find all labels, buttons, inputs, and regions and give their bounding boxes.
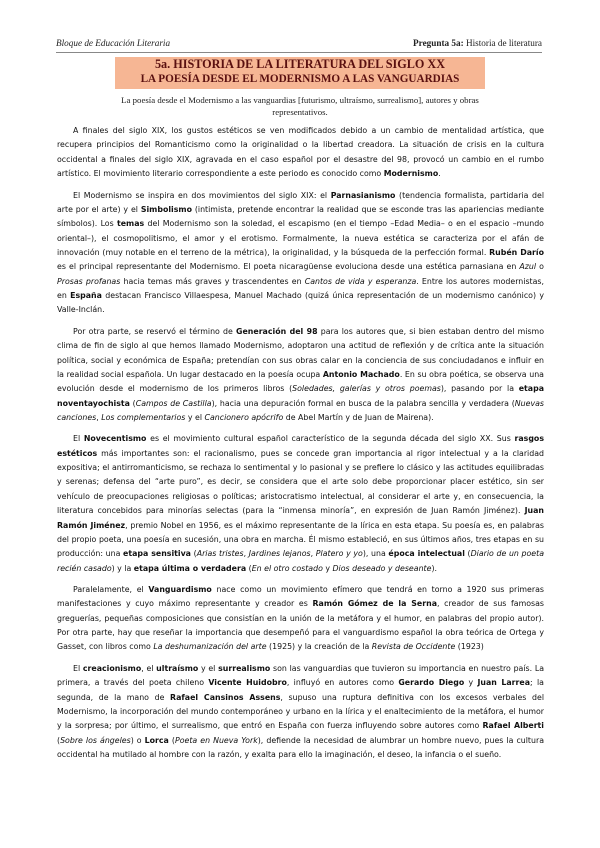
bold-text: Gerardo Diego bbox=[398, 678, 465, 688]
italic-title: Los complementarios bbox=[101, 412, 186, 422]
body-paragraph bbox=[57, 189, 544, 318]
text-run: del Modernismo son la soledad, el escapismo (en el tiempo –Edad Media– o en el espacio –mundo oriental–), el cosmopolitismo, el amor y el erotismo. Formalmente, la nueva estética se caracteriza por el afán de innovación (muy notable en el terreno de la métrica), la originalidad, y la búsqueda de la perfección formal. bbox=[57, 219, 544, 257]
text-run: ( bbox=[168, 735, 175, 745]
bold-text: Simbolismo bbox=[140, 204, 192, 214]
text-run: (1925) y la creación de la bbox=[266, 642, 372, 652]
body-paragraph bbox=[57, 662, 544, 762]
text-run: y bbox=[322, 563, 333, 573]
bold-text: surrealismo bbox=[218, 663, 271, 673]
bold-text: temas bbox=[116, 219, 145, 229]
italic-title: Prosas profanas bbox=[57, 276, 121, 286]
bold-text: Juan Ramón Jiménez bbox=[57, 506, 544, 530]
text-run: Paralelamente, el bbox=[73, 585, 149, 595]
italic-title: Revista de Occidente bbox=[371, 642, 456, 652]
text-run: hacia temas más graves y trascendentes en bbox=[120, 276, 305, 286]
body-paragraph bbox=[57, 583, 544, 655]
bold-text: Rafael Alberti bbox=[482, 721, 544, 731]
header-question bbox=[413, 38, 542, 48]
italic-title: La deshumanización del arte bbox=[153, 642, 267, 652]
text-run: , bbox=[310, 549, 316, 559]
page-title: 5a. HISTORIA DE LA LITERATURA DEL SIGLO XX bbox=[154, 57, 446, 71]
bold-text: Vicente Huidobro bbox=[208, 678, 287, 688]
text-run: A finales del siglo XIX, los gustos estéticos se ven modificados debido a un cambio de mentalidad artística, que recupera principios del Romanticismo como la originalidad o la libertad creadora. La situación de crisis en la cultura occidental a finales del siglo XIX, agravada en el caso español por el desastre del 98, provocó un cambio en el rumbo artístico. El movimiento literario correspondiente a este periodo es conocido como bbox=[57, 126, 544, 179]
text-run: Por otra parte, se reservó el término de bbox=[73, 326, 237, 336]
italic-title: Nuevas canciones bbox=[57, 398, 544, 422]
bold-text: etapa sensitiva bbox=[123, 549, 191, 559]
body-paragraph bbox=[57, 325, 544, 425]
italic-title: Soledades, galerías y otros poemas bbox=[292, 384, 441, 394]
italic-title: Arias tristes bbox=[196, 549, 244, 559]
italic-title: Dios deseado y deseante bbox=[332, 563, 432, 573]
bold-text: Antonio Machado bbox=[322, 369, 400, 379]
bold-text: creacionismo bbox=[82, 663, 142, 673]
text-run: , bbox=[243, 549, 249, 559]
text-run: y el bbox=[185, 412, 205, 422]
bold-text: Ramón Gómez de la Serna bbox=[312, 599, 437, 609]
header-divider bbox=[56, 52, 542, 53]
text-run: ). bbox=[431, 563, 438, 573]
italic-title: Campos de Castilla bbox=[135, 398, 212, 408]
text-run: ( bbox=[190, 549, 197, 559]
italic-title: Platero y yo bbox=[315, 549, 363, 559]
bold-text: Vanguardismo bbox=[148, 585, 212, 595]
text-run: El bbox=[73, 434, 84, 444]
text-run: . Entre los autores modernistas, en bbox=[57, 276, 545, 300]
text-run: y bbox=[464, 678, 478, 688]
bold-text: ultraísmo bbox=[156, 663, 199, 673]
page-subtitle-heading: LA POESÍA DESDE EL MODERNISMO A LAS VANGUARDIAS bbox=[140, 73, 460, 85]
bold-text: Generación del 98 bbox=[236, 326, 318, 336]
text-run: ), defiende la necesidad de alumbrar un hombre nuevo, pues la cultura occidental ha mutilado al hombre con la razón, y exalta para ello la imaginación, el deseo, la infancia o el sueño. bbox=[57, 735, 545, 760]
text-run: , premio Nobel en 1956, es el máximo representante de la lírica en esta etapa. Su poesía es, en palabras del propio poeta, una poesía en sucesión, una obra en marcha. Él mismo estableció, en sus últimos años, tres etapas en su producción: una bbox=[57, 520, 544, 559]
italic-title: Poeta en Nueva York bbox=[174, 735, 258, 745]
text-run: ) o bbox=[130, 735, 145, 745]
text-run: más importantes son: el racionalismo, pues se concede gran importancia al rigor intelectual y a la claridad expositiva; el antirromanticismo, se rechaza lo sentimental y lo pasional y se prefiere lo clásico y las actitudes equilibradas y serenas; defensa del “arte puro”, es decir, se considera que el arte solo debe proporcionar placer estético, sin ser vehículo de preocupaciones religiosas o políticas; aristocratismo intelectual, al considerar el arte y, en consecuencia, la literatura concebidos para minorías selectas (para la “inmensa minoría”, en expresión de Juan Ramón Jiménez). bbox=[57, 448, 544, 516]
text-run: para los autores que, si bien estaban dentro del mismo clima de fin de siglo al que hemos llamado Modernismo, adoptaron una actitud de reflexión y de crítica ante la situación política, social y económica de España; pretendían con sus obras calar en la conciencia de sus conciudadanos e influir en la realidad social española. Un lugar destacado en la poesía ocupa bbox=[57, 326, 544, 379]
text-run: ), pasando por la bbox=[440, 384, 519, 394]
bold-text: etapa noventayochista bbox=[57, 384, 544, 408]
text-run: , bbox=[96, 412, 102, 422]
text-run: ( bbox=[57, 735, 61, 745]
topic-description: La poesía desde el Modernismo a las vanguardias [futurismo, ultraísmo, surrealismo], autores y obras representativos. bbox=[121, 95, 479, 117]
text-run: , creador de sus famosas greguerías, pequeñas composiciones que consistían en la unión de la metáfora y el humor, en palabras del propio autor). Por otra parte, hay que reseñar la importancia que desempeñó para el vanguardismo español la obra teórica de Ortega y Gasset, con libros como bbox=[57, 599, 545, 652]
italic-title: Jardines lejanos bbox=[248, 549, 311, 559]
text-run: , supuso una ruptura definitiva con los excesos verbales del Modernismo, la incorporación del mundo contemporáneo y urbano en la lírica y el enaltecimiento de la metáfora, el humor y la sorpresa; por último, el surrealismo, que entró en España con fuerza influyendo sobre autores como bbox=[57, 692, 544, 731]
text-run: (tendencia formalista, partidaria del arte por el arte) y el bbox=[57, 190, 545, 214]
body-paragraph bbox=[57, 432, 544, 575]
text-run: nace como un movimiento efímero que tendrá en torno a 1920 sus primeras manifestaciones y cuyo máximo representante y creador es bbox=[57, 585, 544, 609]
text-run: o bbox=[536, 262, 544, 272]
bold-text: Juan Larrea bbox=[477, 678, 531, 688]
text-run: , influyó en autores como bbox=[286, 678, 399, 688]
text-run: ) y la bbox=[111, 563, 134, 573]
document-body bbox=[57, 124, 544, 770]
text-run: . En su obra poética, se observa una evolución desde el modernismo de los primeros libros ( bbox=[57, 369, 544, 394]
page-header bbox=[56, 38, 542, 52]
italic-title: Sobre los ángeles bbox=[60, 735, 131, 745]
text-run: ), hacia una depuración formal en busca de la palabra sencilla y verdadera ( bbox=[211, 398, 515, 408]
text-run: ; la segunda, de la mano de bbox=[57, 678, 544, 702]
bold-text: Lorca bbox=[144, 735, 169, 745]
text-run: , el bbox=[141, 663, 157, 673]
text-run: ( bbox=[129, 398, 136, 408]
text-run: destacan Francisco Villaespesa, Manuel Machado (quizá única representación de un modernismo canónico) y Valle-Inclán. bbox=[57, 290, 544, 315]
italic-title: Cantos de vida y esperanza bbox=[304, 276, 417, 286]
bold-text: época intelectual bbox=[388, 549, 465, 559]
text-run: El bbox=[73, 663, 83, 673]
header-course-name: Bloque de Educación Literaria bbox=[56, 38, 171, 48]
italic-title: Azul bbox=[519, 262, 537, 272]
bold-text: Parnasianismo bbox=[330, 190, 396, 200]
header-question-label: Pregunta 5a: bbox=[413, 38, 464, 48]
bold-text: Rubén Darío bbox=[489, 247, 544, 257]
italic-title: Diario de un poeta recién casado bbox=[57, 549, 545, 573]
bold-text: Rafael Cansinos Assens bbox=[170, 692, 281, 702]
text-run: son las vanguardias que tuvieron su importancia en nuestro país. La primera, a través del poeta chileno bbox=[57, 663, 544, 688]
text-run: y el bbox=[198, 663, 219, 673]
bold-text: Novecentismo bbox=[83, 434, 147, 444]
bold-text: etapa última o verdadera bbox=[133, 563, 247, 573]
text-run: (intimista, pretende encontrar la realidad que se esconde tras las apariencias mediante símbolos). Los bbox=[57, 204, 544, 229]
text-run: de Abel Martín y de Juan de Mairena). bbox=[283, 412, 434, 422]
bold-text: rasgos estéticos bbox=[57, 434, 544, 458]
bold-text: Modernismo bbox=[383, 169, 439, 179]
italic-title: En el otro costado bbox=[251, 563, 323, 573]
header-question-topic: Historia de literatura bbox=[465, 38, 542, 48]
text-run: ( bbox=[464, 549, 471, 559]
text-run: El Modernismo se inspira en dos movimientos del siglo XIX: el bbox=[73, 190, 331, 200]
text-run: (1923) bbox=[455, 642, 484, 652]
text-run: ( bbox=[246, 563, 252, 573]
text-run: . bbox=[438, 169, 441, 179]
bold-text: España bbox=[70, 290, 102, 300]
text-run: ), una bbox=[362, 549, 389, 559]
body-paragraph bbox=[57, 124, 544, 181]
title-banner bbox=[115, 57, 485, 89]
text-run: es el principal representante del Modernismo. El poeta nicaragüense evoluciona desde una estética parnasiana en bbox=[57, 262, 520, 272]
text-run: es el movimiento cultural español característico de la segunda década del siglo XX. Sus bbox=[146, 434, 515, 444]
italic-title: Cancionero apócrifo bbox=[204, 412, 284, 422]
